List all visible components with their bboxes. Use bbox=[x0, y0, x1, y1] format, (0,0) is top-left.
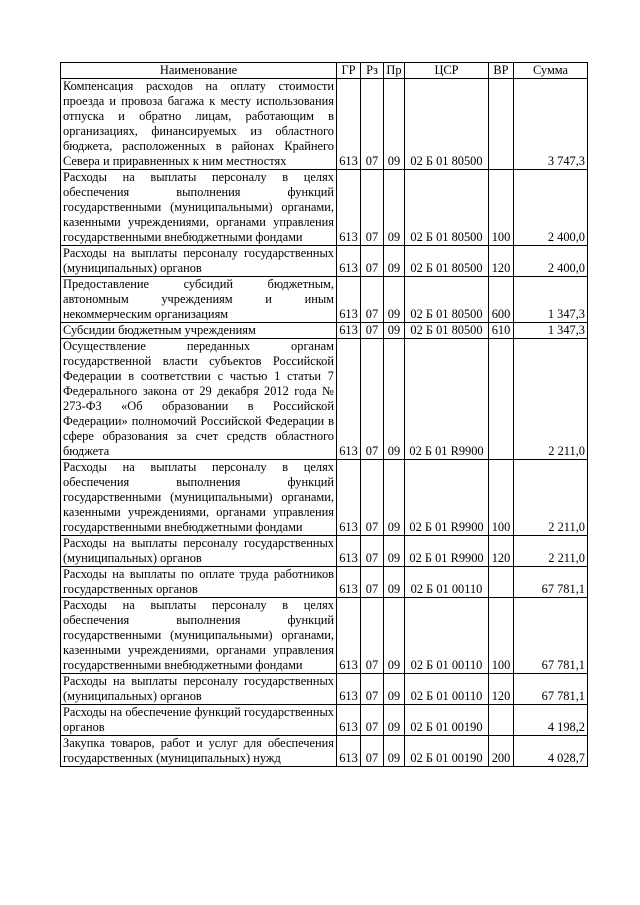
cell-rz: 07 bbox=[361, 79, 384, 170]
cell-csr: 02 Б 01 80500 bbox=[405, 277, 489, 323]
cell-csr: 02 Б 01 00110 bbox=[405, 567, 489, 598]
cell-gr: 613 bbox=[337, 277, 361, 323]
cell-gr: 613 bbox=[337, 339, 361, 460]
cell-name: Компенсация расходов на оплату стоимости проезда и провоза багажа к месту использования отпуска и обратно лицам, работающим в организациях, финансируемых из областного бюджета, расположенных в районах Крайнего Севера и приравненных к ним местностях bbox=[61, 79, 337, 170]
table-header-row bbox=[61, 63, 588, 79]
cell-gr: 613 bbox=[337, 567, 361, 598]
cell-pr: 09 bbox=[384, 567, 405, 598]
cell-csr: 02 Б 01 00190 bbox=[405, 705, 489, 736]
cell-name: Расходы на выплаты персоналу в целях обеспечения выполнения функций государственными (муниципальными) органами, казенными учреждениями, органами управления государственными внебюджетными фондами bbox=[61, 598, 337, 674]
cell-name: Расходы на выплаты персоналу государственных (муниципальных) органов bbox=[61, 246, 337, 277]
cell-name: Расходы на выплаты персоналу в целях обеспечения выполнения функций государственными (муниципальными) органами, казенными учреждениями, органами управления государственными внебюджетными фондами bbox=[61, 460, 337, 536]
table-row bbox=[61, 170, 588, 246]
budget-table bbox=[60, 62, 588, 767]
cell-rz: 07 bbox=[361, 339, 384, 460]
cell-vr: 610 bbox=[489, 323, 514, 339]
table-row bbox=[61, 598, 588, 674]
cell-name: Расходы на выплаты персоналу государственных (муниципальных) органов bbox=[61, 674, 337, 705]
header-sum: Сумма bbox=[514, 63, 588, 79]
cell-sum: 1 347,3 bbox=[514, 323, 588, 339]
cell-sum: 2 211,0 bbox=[514, 339, 588, 460]
table-row bbox=[61, 277, 588, 323]
cell-pr: 09 bbox=[384, 79, 405, 170]
cell-gr: 613 bbox=[337, 460, 361, 536]
cell-rz: 07 bbox=[361, 598, 384, 674]
cell-csr: 02 Б 01 00190 bbox=[405, 736, 489, 767]
cell-rz: 07 bbox=[361, 536, 384, 567]
cell-gr: 613 bbox=[337, 79, 361, 170]
cell-gr: 613 bbox=[337, 323, 361, 339]
cell-vr bbox=[489, 705, 514, 736]
cell-sum: 2 400,0 bbox=[514, 170, 588, 246]
header-pr: Пр bbox=[384, 63, 405, 79]
table-row bbox=[61, 460, 588, 536]
cell-sum: 67 781,1 bbox=[514, 674, 588, 705]
cell-vr bbox=[489, 567, 514, 598]
cell-pr: 09 bbox=[384, 323, 405, 339]
cell-pr: 09 bbox=[384, 170, 405, 246]
cell-rz: 07 bbox=[361, 460, 384, 536]
cell-sum: 4 198,2 bbox=[514, 705, 588, 736]
table-row bbox=[61, 79, 588, 170]
table-row bbox=[61, 567, 588, 598]
table-row bbox=[61, 674, 588, 705]
cell-sum: 67 781,1 bbox=[514, 598, 588, 674]
cell-name: Расходы на выплаты персоналу в целях обеспечения выполнения функций государственными (муниципальными) органами, казенными учреждениями, органами управления государственными внебюджетными фондами bbox=[61, 170, 337, 246]
document-page bbox=[60, 62, 587, 767]
header-csr: ЦСР bbox=[405, 63, 489, 79]
cell-csr: 02 Б 01 00110 bbox=[405, 674, 489, 705]
cell-pr: 09 bbox=[384, 246, 405, 277]
cell-name: Субсидии бюджетным учреждениям bbox=[61, 323, 337, 339]
header-rz: Рз bbox=[361, 63, 384, 79]
cell-gr: 613 bbox=[337, 170, 361, 246]
cell-csr: 02 Б 01 80500 bbox=[405, 79, 489, 170]
cell-pr: 09 bbox=[384, 339, 405, 460]
cell-pr: 09 bbox=[384, 674, 405, 705]
cell-rz: 07 bbox=[361, 567, 384, 598]
cell-gr: 613 bbox=[337, 674, 361, 705]
table-row bbox=[61, 536, 588, 567]
cell-vr: 100 bbox=[489, 598, 514, 674]
cell-name: Предоставление субсидий бюджетным, автономным учреждениям и иным некоммерческим организациям bbox=[61, 277, 337, 323]
cell-gr: 613 bbox=[337, 705, 361, 736]
cell-name: Осуществление переданных органам государственной власти субъектов Российской Федерации в соответствии с частью 1 статьи 7 Федерального закона от 29 декабря 2012 года № 273-ФЗ «Об образовании в Российской Федерации» полномочий Российской Федерации в сфере образования за счет средств областного бюджета bbox=[61, 339, 337, 460]
cell-gr: 613 bbox=[337, 536, 361, 567]
header-gr: ГР bbox=[337, 63, 361, 79]
cell-name: Расходы на выплаты персоналу государственных (муниципальных) органов bbox=[61, 536, 337, 567]
cell-vr: 200 bbox=[489, 736, 514, 767]
cell-csr: 02 Б 01 80500 bbox=[405, 246, 489, 277]
table-row bbox=[61, 705, 588, 736]
cell-sum: 1 347,3 bbox=[514, 277, 588, 323]
table-row bbox=[61, 246, 588, 277]
cell-gr: 613 bbox=[337, 598, 361, 674]
header-name: Наименование bbox=[61, 63, 337, 79]
cell-vr: 120 bbox=[489, 674, 514, 705]
header-vr: ВР bbox=[489, 63, 514, 79]
cell-vr: 100 bbox=[489, 460, 514, 536]
cell-name: Закупка товаров, работ и услуг для обеспечения государственных (муниципальных) нужд bbox=[61, 736, 337, 767]
cell-sum: 2 211,0 bbox=[514, 536, 588, 567]
cell-csr: 02 Б 01 R9900 bbox=[405, 460, 489, 536]
cell-vr bbox=[489, 339, 514, 460]
cell-vr bbox=[489, 79, 514, 170]
cell-rz: 07 bbox=[361, 170, 384, 246]
cell-sum: 67 781,1 bbox=[514, 567, 588, 598]
cell-vr: 120 bbox=[489, 246, 514, 277]
cell-rz: 07 bbox=[361, 736, 384, 767]
cell-csr: 02 Б 01 80500 bbox=[405, 170, 489, 246]
cell-sum: 4 028,7 bbox=[514, 736, 588, 767]
cell-vr: 120 bbox=[489, 536, 514, 567]
cell-sum: 3 747,3 bbox=[514, 79, 588, 170]
cell-rz: 07 bbox=[361, 277, 384, 323]
cell-pr: 09 bbox=[384, 277, 405, 323]
cell-rz: 07 bbox=[361, 323, 384, 339]
cell-csr: 02 Б 01 00110 bbox=[405, 598, 489, 674]
table-row bbox=[61, 339, 588, 460]
cell-pr: 09 bbox=[384, 598, 405, 674]
cell-name: Расходы на обеспечение функций государственных органов bbox=[61, 705, 337, 736]
cell-pr: 09 bbox=[384, 736, 405, 767]
cell-rz: 07 bbox=[361, 674, 384, 705]
cell-rz: 07 bbox=[361, 246, 384, 277]
cell-pr: 09 bbox=[384, 536, 405, 567]
cell-vr: 100 bbox=[489, 170, 514, 246]
table-body bbox=[61, 79, 588, 767]
cell-sum: 2 211,0 bbox=[514, 460, 588, 536]
table-row bbox=[61, 323, 588, 339]
cell-csr: 02 Б 01 R9900 bbox=[405, 536, 489, 567]
cell-pr: 09 bbox=[384, 460, 405, 536]
cell-gr: 613 bbox=[337, 736, 361, 767]
cell-name: Расходы на выплаты по оплате труда работников государственных органов bbox=[61, 567, 337, 598]
cell-vr: 600 bbox=[489, 277, 514, 323]
table-row bbox=[61, 736, 588, 767]
cell-rz: 07 bbox=[361, 705, 384, 736]
cell-sum: 2 400,0 bbox=[514, 246, 588, 277]
cell-gr: 613 bbox=[337, 246, 361, 277]
cell-csr: 02 Б 01 80500 bbox=[405, 323, 489, 339]
cell-csr: 02 Б 01 R9900 bbox=[405, 339, 489, 460]
cell-pr: 09 bbox=[384, 705, 405, 736]
